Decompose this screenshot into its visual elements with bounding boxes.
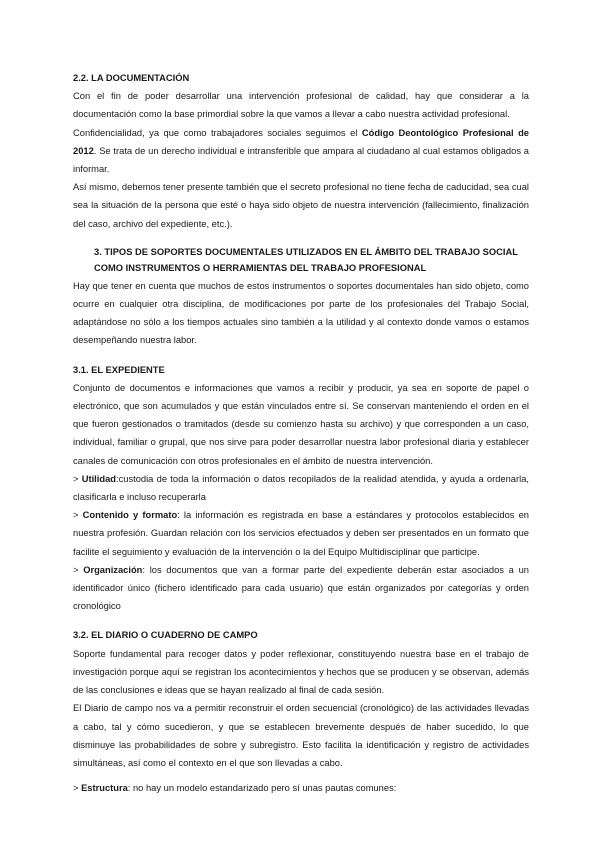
- document-body: [73, 69, 529, 797]
- bullet-marker: >: [73, 564, 84, 575]
- section-3-2-heading: 3.2. EL DIARIO O CUADERNO DE CAMPO: [73, 630, 258, 641]
- section-3-1-heading: 3.1. EL EXPEDIENTE: [73, 364, 165, 375]
- bullet-contenido-formato: [73, 506, 529, 561]
- section-3-paragraph-1: Hay que tener en cuenta que muchos de estos instrumentos o soportes documentales han sido objeto, como ocurre en cualquier otra disciplina, de modificaciones por parte de los profesionales del Trabajo Social, adaptándose no sólo a los tiempos actuales sino también a la utilidad y al contexto donde vamos o estamos desempeñando nuestra labor.: [73, 280, 529, 346]
- section-2-2-paragraph-2: [73, 124, 529, 179]
- bullet-label: Organización: [83, 564, 143, 575]
- bullet-text: : no hay un modelo estandarizado pero sí unas pautas comunes:: [127, 783, 397, 794]
- spacer: [73, 772, 529, 779]
- section-2-2-heading: 2.2. LA DOCUMENTACIÓN: [73, 73, 190, 83]
- section-2-2-paragraph-1: Con el fin de poder desarrollar una intervención profesional de calidad, hay que considerar a la documentación como la base primordial sobre la que vamos a llevar a cabo nuestra actividad profesional.: [73, 91, 529, 120]
- bullet-utilidad: [73, 470, 529, 506]
- spacer: [73, 233, 529, 244]
- paragraph-text: Confidencialidad, ya que como trabajadores sociales seguimos el: [73, 127, 362, 138]
- section-3-1-paragraph-1: Conjunto de documentos e informaciones que vamos a recibir y producir, ya sea en soporte de papel o electrónico, que son acumulados y que están vinculados entre sí. Se conservan manteniendo el orden en el que fueron gestionados o tramitados (desde su comienzo hasta su archivo) y que corresponden a un caso, individual, familiar o grupal, que nos sirve para poder desarrollar nuestra labor profesional diaria y establecer canales de comunicación con otros profesionales en el ámbito de nuestra intervención.: [73, 382, 529, 466]
- bullet-text: : los documentos que van a formar parte del expediente deberán estar asociados a un identificador único (fichero identificado para cada usuario) que están organizados por categorías y orden cronológico: [73, 564, 529, 612]
- code-reference: Código Deontológico Profesional de 2012: [73, 127, 529, 156]
- paragraph-text: . Se trata de un derecho individual e intransferible que ampara al ciudadano al cual estamos obligados a informar.: [73, 145, 529, 175]
- spacer: [73, 615, 529, 626]
- bullet-marker: >: [73, 783, 82, 794]
- section-3-2-paragraph-1: Soporte fundamental para recoger datos y poder reflexionar, constituyendo nuestra base en el trabajo de investigación porque aquí se registran los acontecimientos y hechos que se producen y se observan, además de las conclusiones e ideas que se hayan realizado al final de cada sesión.: [73, 648, 529, 696]
- bullet-marker: >: [73, 473, 82, 484]
- bullet-estructura: [73, 779, 529, 797]
- section-2-2-paragraph-3: Así mismo, debemos tener presente también que el secreto profesional no tiene fecha de caducidad, sea cual sea la situación de la persona que esté o haya sido objeto de nuestra intervención (fallecimiento, finalización del caso, archivo del expediente, etc.).: [73, 182, 529, 229]
- bullet-text: : la información es registrada en base a estándares y protocolos establecidos en nuestra profesión. Guardan relación con los servicios efectuados y deben ser presentados en un formato que facilite el seguimiento y evaluación de la intervención o la del Equipo Multidisciplinar que participe.: [73, 510, 530, 557]
- bullet-label: Estructura: [81, 783, 128, 794]
- bullet-label: Utilidad: [81, 473, 116, 484]
- bullet-text: :custodia de toda la información o datos recopilados de la realidad atendida, y ayuda a ordenarla, clasificarla e incluso recuperarla: [73, 473, 529, 503]
- bullet-label: Contenido y formato: [82, 510, 178, 521]
- section-3-heading-line-1: 3. TIPOS DE SOPORTES DOCUMENTALES UTILIZADOS EN EL ÁMBITO DEL TRABAJO SOCIAL: [94, 246, 518, 257]
- bullet-organizacion: [73, 561, 529, 616]
- spacer: [73, 350, 529, 361]
- section-3-heading-line-2: COMO INSTRUMENTOS O HERRAMIENTAS DEL TRABAJO PROFESIONAL: [94, 263, 427, 274]
- section-3-2-paragraph-2: El Diario de campo nos va a permitir reconstruir el orden secuencial (cronológico) de las actividades llevadas a cabo, tal y cómo sucedieron, y que se establecen brevemente después de haber sucedido, lo que disminuye las probabilidades de sobre y subregistro. Esto facilita la identificación y registro de actividades simultáneas, así como el contexto en el que son llevadas a cabo.: [73, 703, 529, 768]
- bullet-marker: >: [73, 510, 83, 521]
